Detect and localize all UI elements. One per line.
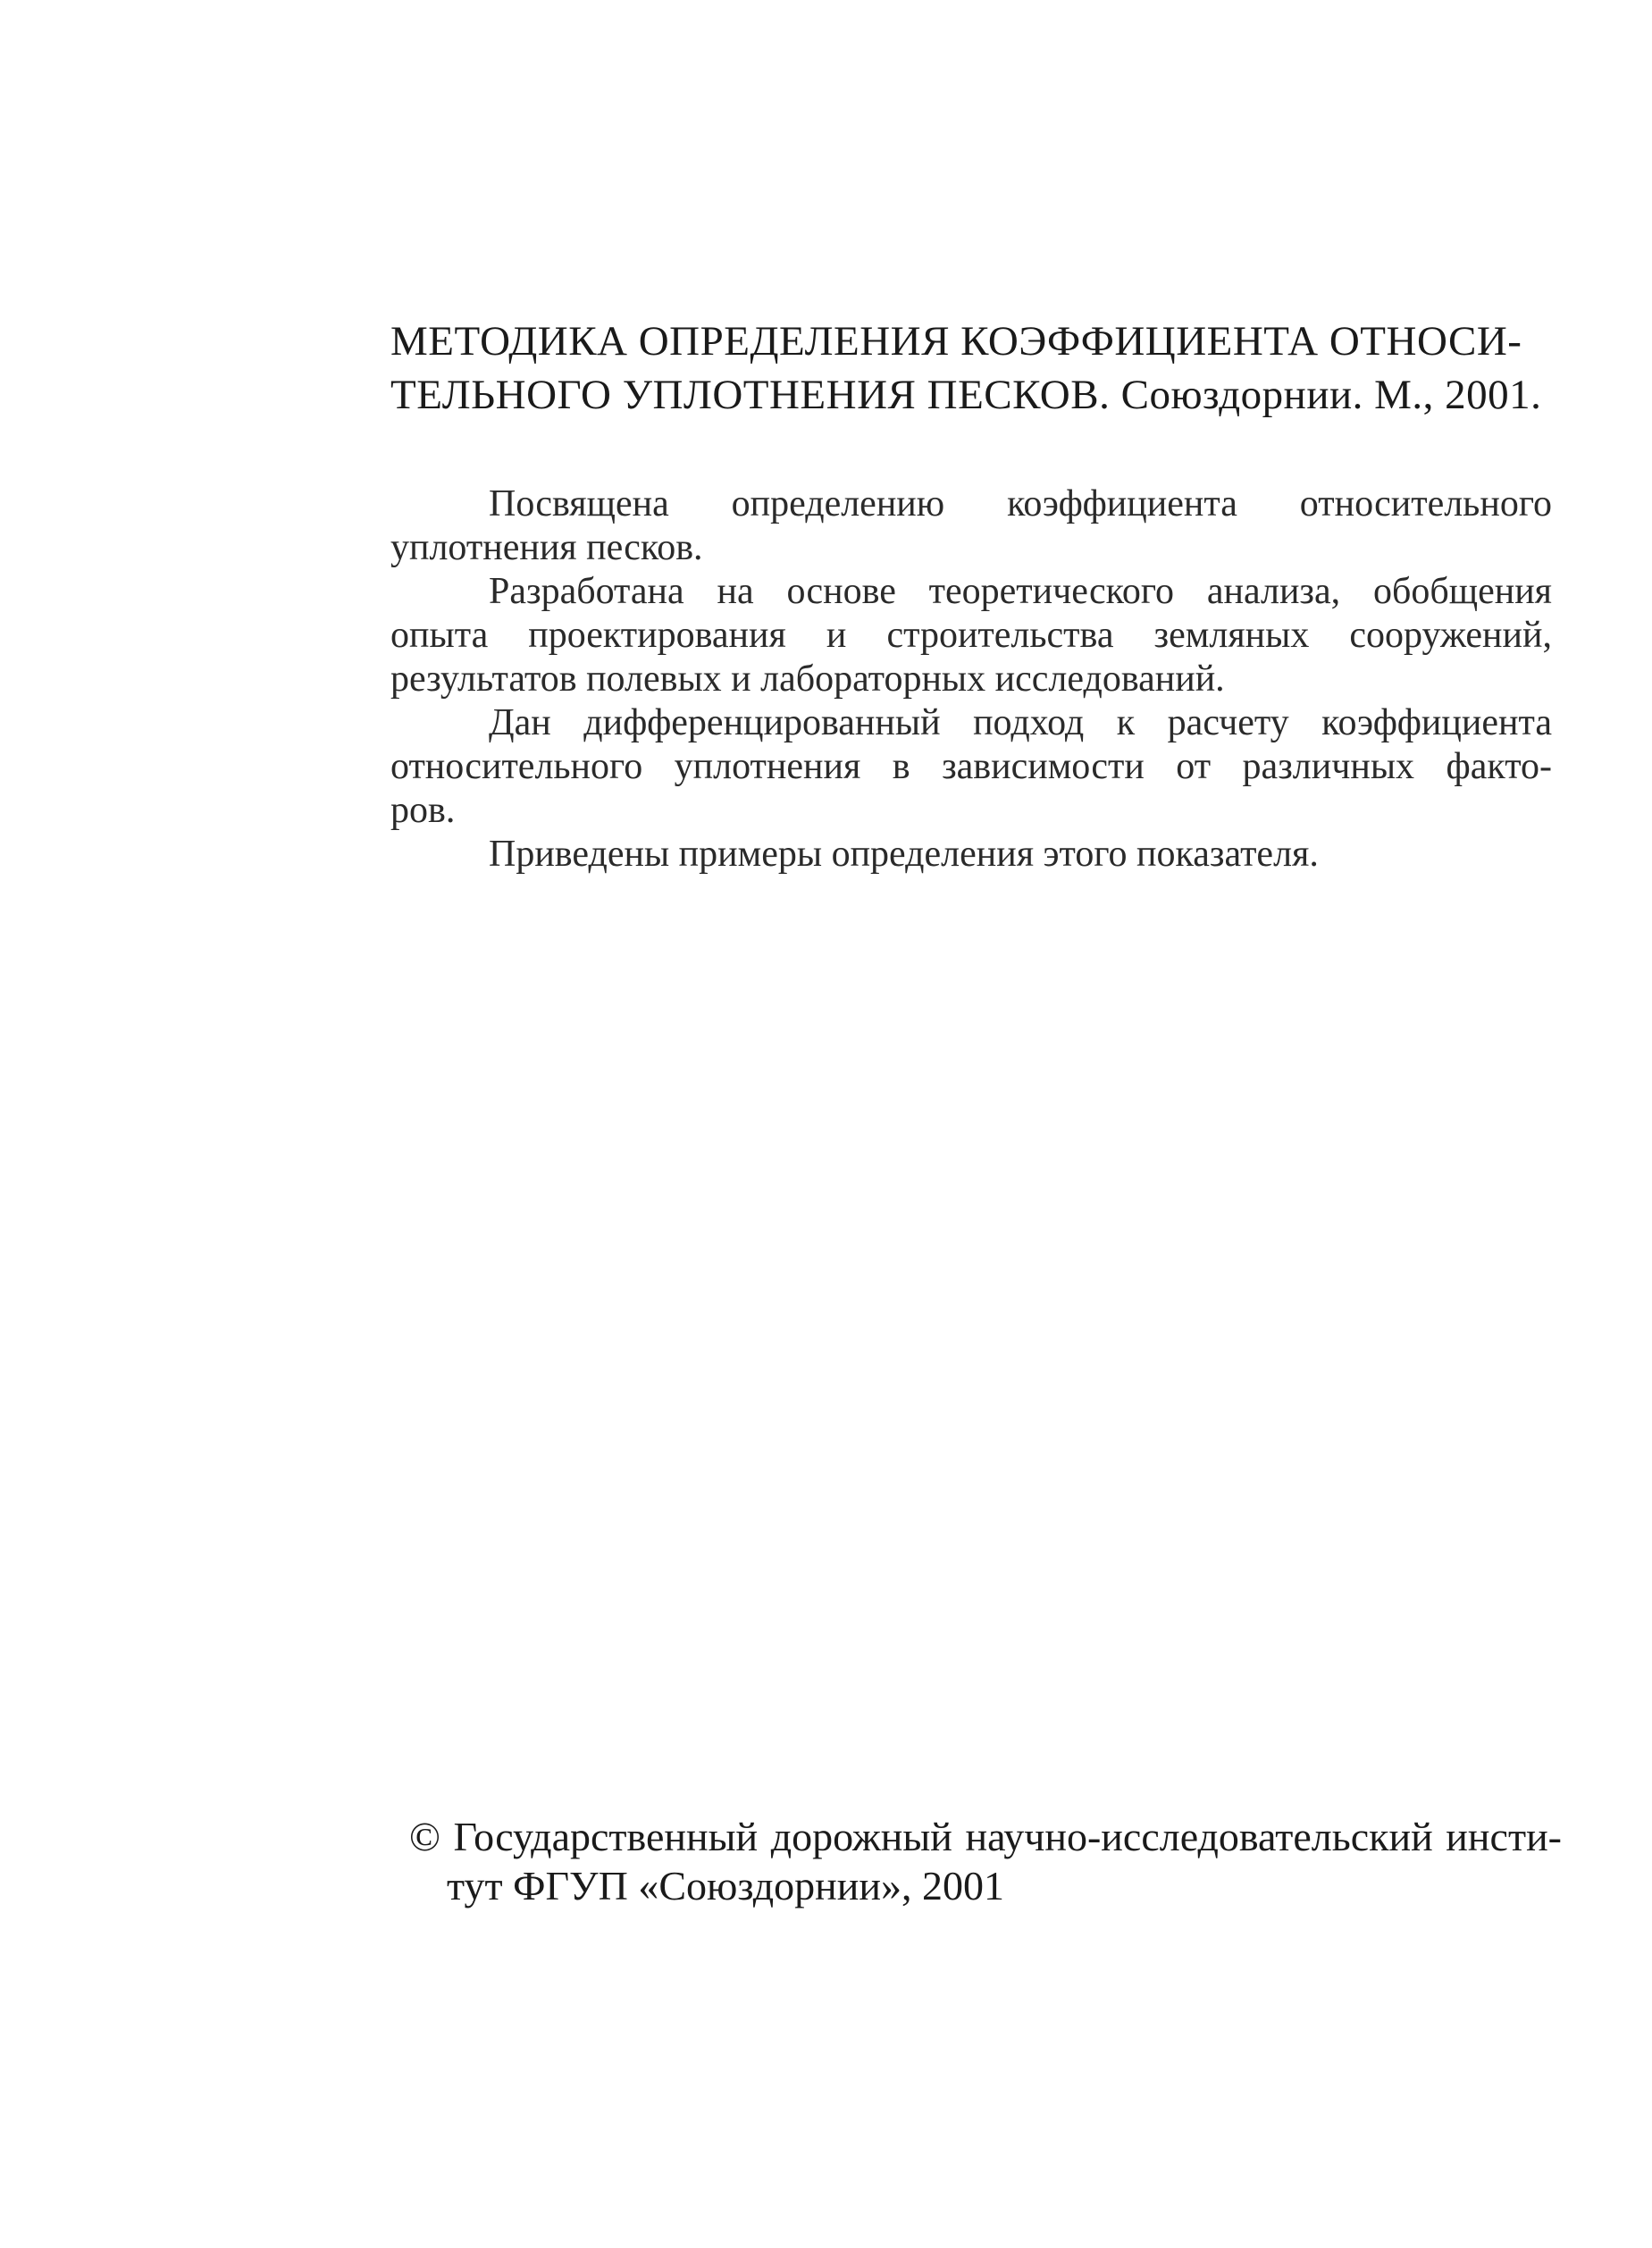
abstract-line: Разработана на основе теоретического анализа, обобщения bbox=[489, 571, 1552, 612]
abstract-paragraph-1 bbox=[390, 482, 1552, 570]
abstract-line: опыта проектирования и строительства земляных сооружений, bbox=[390, 615, 1552, 656]
abstract-paragraph-2 bbox=[390, 570, 1552, 701]
abstract-paragraph-4 bbox=[390, 833, 1552, 877]
title-line-2: ТЕЛЬНОГО УПЛОТНЕНИЯ ПЕСКОВ. Союздорнии. М., 2001. bbox=[390, 372, 1542, 418]
copyright-line-1: © Государственный дорожный научно-исследовательский инсти- bbox=[409, 1814, 1562, 1859]
abstract-line: ров. bbox=[390, 790, 456, 831]
abstract-line: Дан дифференцированный подход к расчету коэффициента bbox=[489, 702, 1552, 743]
abstract-line: результатов полевых и лабораторных исследований. bbox=[390, 658, 1225, 700]
copyright-notice bbox=[409, 1812, 1571, 1910]
abstract-line: уплотнения песков. bbox=[390, 527, 703, 568]
abstract-paragraph-3 bbox=[390, 701, 1552, 833]
abstract-line: относительного уплотнения в зависимости от различных факто- bbox=[390, 746, 1552, 787]
bibliographic-title bbox=[390, 315, 1552, 422]
abstract-line: Приведены примеры определения этого показателя. bbox=[489, 834, 1319, 875]
copyright-line-2: тут ФГУП «Союздорнии», 2001 bbox=[447, 1863, 1004, 1908]
abstract-line: Посвящена определению коэффициента относительного bbox=[489, 483, 1552, 524]
title-line-1: МЕТОДИКА ОПРЕДЕЛЕНИЯ КОЭФФИЦИЕНТА ОТНОСИ- bbox=[390, 318, 1522, 365]
abstract bbox=[390, 482, 1552, 877]
